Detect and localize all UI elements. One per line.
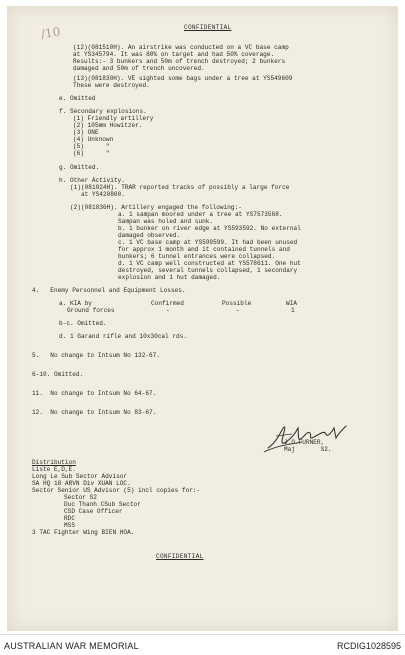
para-13-line-2: These were destroyed.: [73, 82, 150, 89]
distribution-line-1: Liste E,D,E.: [32, 466, 76, 473]
para-11: 11. No change to Intsum No 64-67.: [32, 390, 157, 397]
distribution-line-10: 3 TAC Fighter Wing BIEN HOA.: [32, 529, 135, 536]
item-f2: (2) 105mm Howitzer.: [73, 122, 143, 129]
item-h1-line-2: at YS420800.: [81, 191, 125, 198]
item-h2-d: d. 1 VC camp well constructed at YS578611. One hut: [118, 260, 301, 267]
item-h2-c-cont-1: for approx 1 month and it contained tunnels and: [118, 246, 290, 253]
item-g: g. Omitted.: [59, 164, 100, 171]
distribution-line-2: Long Le Sub Sector Advisor: [32, 473, 128, 480]
item-h2-d-cont-2: explosion and 1 hut damaged.: [118, 274, 221, 281]
distribution-line-3: SA HQ 18 ARVN Div XUAN LOC.: [32, 480, 131, 487]
item-h: h. Other Activity.: [59, 177, 125, 184]
para-4bc: b-c. Omitted.: [59, 320, 107, 327]
archive-name: AUSTRALIAN WAR MEMORIAL: [4, 641, 139, 651]
archive-record-id: RCDIG1028595: [336, 641, 401, 651]
para-13-line-1: (13)(081830H). VE sighted some bags under a tree at YS549609: [73, 75, 293, 82]
para-12-line-2: at YS345794. It was 80% on target and had 50% coverage.: [73, 51, 275, 58]
item-h2-line-1: (2)(081836H). Artillery engaged the following:-: [70, 204, 242, 211]
item-h2-b-cont: damaged observed.: [118, 232, 181, 239]
item-h1-line-1: (1)(081024H). TRAR reported tracks of possibly a large force: [70, 184, 290, 191]
item-f6: (6) ": [73, 150, 110, 157]
signer-rank: Maj S2.: [284, 446, 332, 453]
item-h2-a: a. 1 sampan moored under a tree at YS7573568.: [118, 211, 283, 218]
item-h2-b: b. 1 bunker on river edge at YS593592. No external: [118, 225, 301, 232]
classification-header: CONFIDENTIAL: [184, 24, 232, 31]
distribution-line-9: MSS: [64, 522, 75, 529]
distribution-title: Distribution: [32, 459, 76, 466]
item-f4: (4) Unknown: [73, 136, 114, 143]
col-confirmed: Confirmed: [151, 300, 184, 307]
para-12-line-3: Results:- 3 bunkers and 50m of trench destroyed; 2 bunkers: [73, 58, 286, 65]
item-h2-a-cont: Sampan was holed and sunk.: [118, 218, 214, 225]
archive-footer-bar: [0, 634, 405, 655]
item-f1: (1) Friendly artillery: [73, 115, 154, 122]
para-6-10: 6-10. Omitted.: [32, 371, 84, 378]
ground-forces-wia: 1: [291, 307, 295, 314]
signer-name: J.O.FURNER,: [284, 439, 325, 446]
item-h2-d-cont-1: destroyed, several tunnels collapsed, 1 secondary: [118, 267, 298, 274]
item-f5: (5) ": [73, 143, 110, 150]
distribution-line-5: Sector S2: [64, 494, 97, 501]
item-h2-c: c. 1 VC base camp at YS599599. It had been unused: [118, 239, 298, 246]
para-12: 12. No change to Intsum No 83-67.: [32, 409, 157, 416]
distribution-line-7: CSD Case Officer: [64, 508, 123, 515]
col-wia: WIA: [286, 300, 297, 307]
row-ground-forces: Ground forces: [67, 307, 115, 314]
item-f3: (3) ONE: [73, 129, 99, 136]
para-4-heading: 4. Enemy Personnel and Equipment Losses.: [32, 287, 186, 294]
para-4a-label: a. KIA by: [59, 300, 92, 307]
classification-footer: CONFIDENTIAL: [156, 553, 204, 560]
col-possible: Possible: [222, 300, 252, 307]
document-page: [7, 6, 398, 631]
distribution-line-6: Duc Thanh CSub Sector: [64, 501, 141, 508]
para-12-line-1: (12)(081510H). An airstrike was conducted on a VC base camp: [73, 44, 289, 51]
para-4d: d. 1 Garand rifle and 10x30cal rds.: [59, 333, 187, 340]
ground-forces-possible: -: [236, 307, 240, 314]
distribution-line-4: Sector Senior US Advisor (5) incl copies for:-: [32, 487, 201, 494]
para-12-line-4: damaged and 50m of trench uncovered.: [73, 65, 205, 72]
para-5: 5. No change to Intsum No 132-67.: [32, 352, 160, 359]
item-f: f. Secondary explosions.: [59, 108, 147, 115]
item-h2-c-cont-2: bunkers; 6 tunnel entrances were collapsed.: [118, 253, 276, 260]
distribution-line-8: RDC: [64, 515, 75, 522]
ground-forces-confirmed: -: [166, 307, 170, 314]
handwritten-page-mark: /10: [40, 24, 62, 42]
item-e: e. Omitted: [59, 95, 96, 102]
